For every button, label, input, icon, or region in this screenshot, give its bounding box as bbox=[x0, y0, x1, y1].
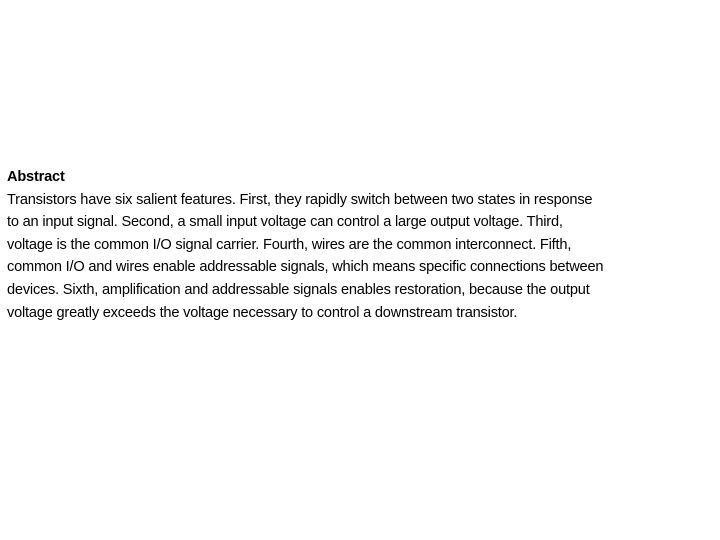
abstract-heading: Abstract bbox=[7, 169, 65, 185]
abstract-text-line: voltage is the common I/O signal carrier. Fourth, wires are the common interconnect. Fifth, bbox=[7, 236, 572, 253]
abstract-text-line: common I/O and wires enable addressable signals, which means specific connections between bbox=[7, 259, 604, 276]
abstract-text-line: Transistors have six salient features. First, they rapidly switch between two states in response bbox=[7, 191, 593, 208]
abstract-section bbox=[7, 166, 715, 324]
abstract-text-line: to an input signal. Second, a small input voltage can control a large output voltage. Third, bbox=[7, 214, 563, 231]
abstract-text-line: voltage greatly exceeds the voltage necessary to control a downstream transistor. bbox=[7, 304, 518, 321]
abstract-text-line: devices. Sixth, amplification and addressable signals enables restoration, because the output bbox=[7, 281, 590, 298]
